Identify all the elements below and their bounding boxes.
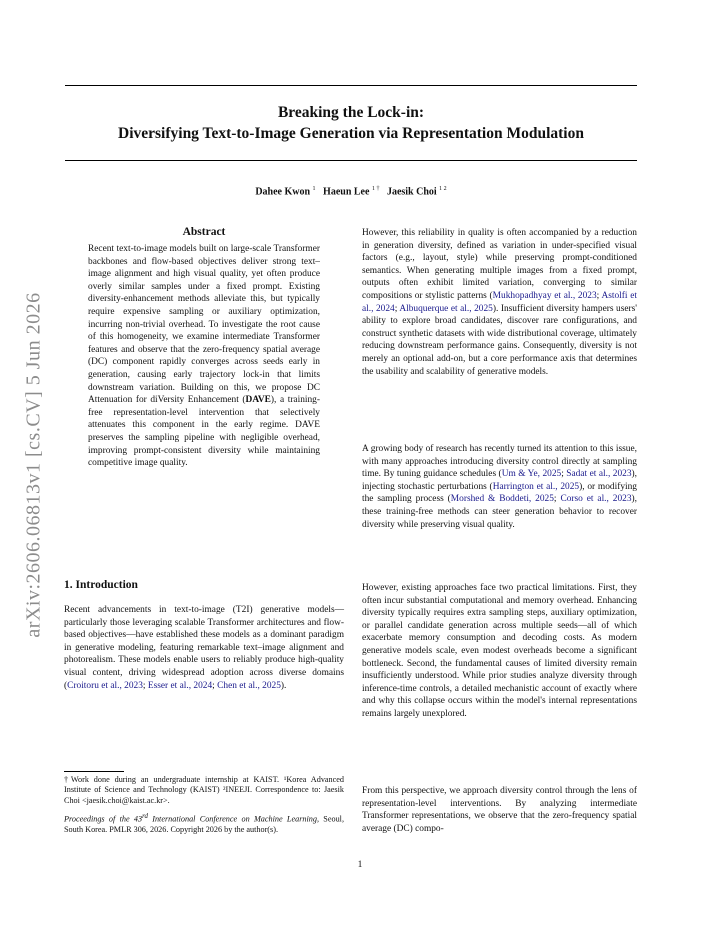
citation-link[interactable]: Sadat et al., 2023 <box>566 469 632 480</box>
separator: ; <box>596 290 602 301</box>
proceedings-text: , Seoul, South Korea. PMLR 306, 2026. Copyright 2026 by the author(s). <box>64 814 345 835</box>
right-paragraph-4: From this perspective, we approach diversity control through the lens of representation-level interventions. By analyzing intermediate Transformer representations, we observe that the zero-frequency spatial average (DC) compo- <box>362 786 637 834</box>
separator: ; <box>394 303 400 314</box>
citation-link[interactable]: Corso et al., 2023 <box>560 494 632 505</box>
citation-link[interactable]: Morshed & Boddeti, 2025 <box>450 494 554 505</box>
right-paragraph-1 <box>362 227 637 378</box>
top-rule <box>65 85 637 86</box>
separator: ; <box>553 494 561 505</box>
author-name: Dahee Kwon <box>255 186 311 198</box>
separator: ; <box>561 469 567 480</box>
arxiv-stamp-text: arXiv:2606.06813v1 [cs.CV] 5 Jun 2026 <box>22 292 45 638</box>
paragraph-text: Recent advancements in text-to-image (T2I) generative models—particularly those leveraging scalable Transformer architectures and flow-based objectives—have established these models as a dominant paradigm in generative modeling, featuring remarkable text–image alignment and photorealism. These models enable users to reliably produce high-quality visual content, driving widespread adoption across diverse domains ( <box>64 605 344 691</box>
paragraph-text: However, this reliability in quality is often accompanied by a reduction in generation diversity, defined as variation in under-specified visual factors (e.g., layout, style) while preserving prompt-conditioned semantics. When generating multiple images from a fixed prompt, outputs often exhibit limited variation, converging to similar compositions or stylistic patterns ( <box>362 228 637 301</box>
citation-link[interactable]: Harrington et al., 2025 <box>492 481 580 492</box>
footnote: †Work done during an undergraduate internship at KAIST. ¹Korea Advanced Institute of Science and Technology (KAIST) ²INEEJI. Correspondence to: Jaesik Choi <jaesik.choi@kaist.ac.kr>. <box>64 775 344 805</box>
title-bottom-rule <box>65 160 637 161</box>
paragraph-text: ), or modifying the sampling process ( <box>362 481 637 505</box>
abstract-text: Recent text-to-image models built on large-scale Transformer backbones and flow-based objectives deliver strong text–image alignment and high visual quality, yet often produce overly similar samples under a fixed prompt. Existing diversity-enhancement methods alleviate this, but typically require expensive sampling or auxiliary optimization, incurring non-trivial overhead. To investigate the root cause of this homogeneity, we examine intermediate Transformer features and observe that the zero-frequency spatial average (DC) component rapidly converges across seeds early in generation, causing early trajectory lock-in that limits downstream variation. Building on this, we propose DC Attenuation for diVersity Enhancement ( <box>88 244 320 406</box>
section-heading: 1. Introduction <box>64 579 138 591</box>
right-paragraph-2 <box>362 443 637 531</box>
abstract-body <box>88 243 320 470</box>
citation-link[interactable]: Croitoru et al., 2023 <box>67 680 143 691</box>
title-line-2: Diversifying Text-to-Image Generation via Representation Modulation <box>118 125 584 142</box>
citation-link[interactable]: Chen et al., 2025 <box>217 680 281 691</box>
citation-link[interactable]: Esser et al., 2024 <box>147 680 213 691</box>
author-affiliation-marks: 1 <box>312 186 316 192</box>
footnote-rule <box>64 771 124 772</box>
citation-link[interactable]: Albuquerque et al., 2025 <box>399 303 493 314</box>
paragraph-text: ), these training-free methods can steer generation behavior to recover diversity while preserving visual quality. <box>362 494 637 530</box>
proceedings-sup: rd <box>142 813 148 820</box>
page-number: 1 <box>357 860 363 870</box>
paragraph-text: A growing body of research has recently turned its attention to this issue, with many approaches introducing diversity control directly at sampling time. By tuning guidance schedules ( <box>362 444 637 480</box>
citation-link[interactable]: Astolfi et al., 2024 <box>362 290 637 314</box>
abstract-text: ), a training-free representation-level intervention that selectively attenuates this component in the early regime. DAVE preserves the sampling pipeline with negligible overhead, improving prompt-consistent diversity while maintaining competitive image quality. <box>88 395 320 469</box>
right-paragraph-3: However, existing approaches face two practical limitations. First, they often incur substantial computational and memory overhead. Enhancing diversity typically requires extra sampling steps, auxiliary optimization, or parallel candidate generation across multiple seeds—all of which exacerbate memory consumption and decoding costs. As modern generative models scale, even modest overheads become a significant bottleneck. Second, the fundamental causes of limited diversity remain insufficiently understood. While prior studies analyze diversity through inference-time controls, a detailed mechanistic account of exactly where and why this collapse occurs within the model's internal representations remains largely unexplored. <box>362 583 637 719</box>
intro-paragraph <box>64 604 344 692</box>
title-line-1: Breaking the Lock-in: <box>277 104 425 121</box>
separator: ; <box>212 680 218 691</box>
proceedings-italic: International Conference on Machine Learning <box>147 814 317 824</box>
author-list <box>65 186 637 197</box>
author-name: Jaesik Choi <box>386 186 437 198</box>
paragraph-text: ). Insufficient diversity hampers users' ability to explore broad candidates, discover rare configurations, and construct synthetic datasets with wide distributional coverage, ultimately reducing downstream performance gains. Consequently, diversity is not merely an optional add-on, but a core performance axis that determines the usability and scalability of generative models. <box>362 303 637 377</box>
author-affiliation-marks: 1 2 <box>439 186 447 192</box>
paragraph-text: ). <box>280 680 287 691</box>
abstract-heading: Abstract <box>182 226 226 238</box>
author-affiliation-marks: 1 † <box>371 186 380 192</box>
citation-link[interactable]: Mukhopadhyay et al., 2023 <box>492 290 597 301</box>
method-name: DAVE <box>245 395 271 406</box>
proceedings-note <box>64 812 344 836</box>
citation-link[interactable]: Um & Ye, 2025 <box>501 469 562 480</box>
paper-title <box>65 102 637 144</box>
separator: ; <box>142 680 148 691</box>
proceedings-italic: Proceedings of the 43 <box>64 814 143 824</box>
author-name: Haeun Lee <box>323 186 370 198</box>
paragraph-text: ), injecting stochastic perturbations ( <box>362 469 637 492</box>
